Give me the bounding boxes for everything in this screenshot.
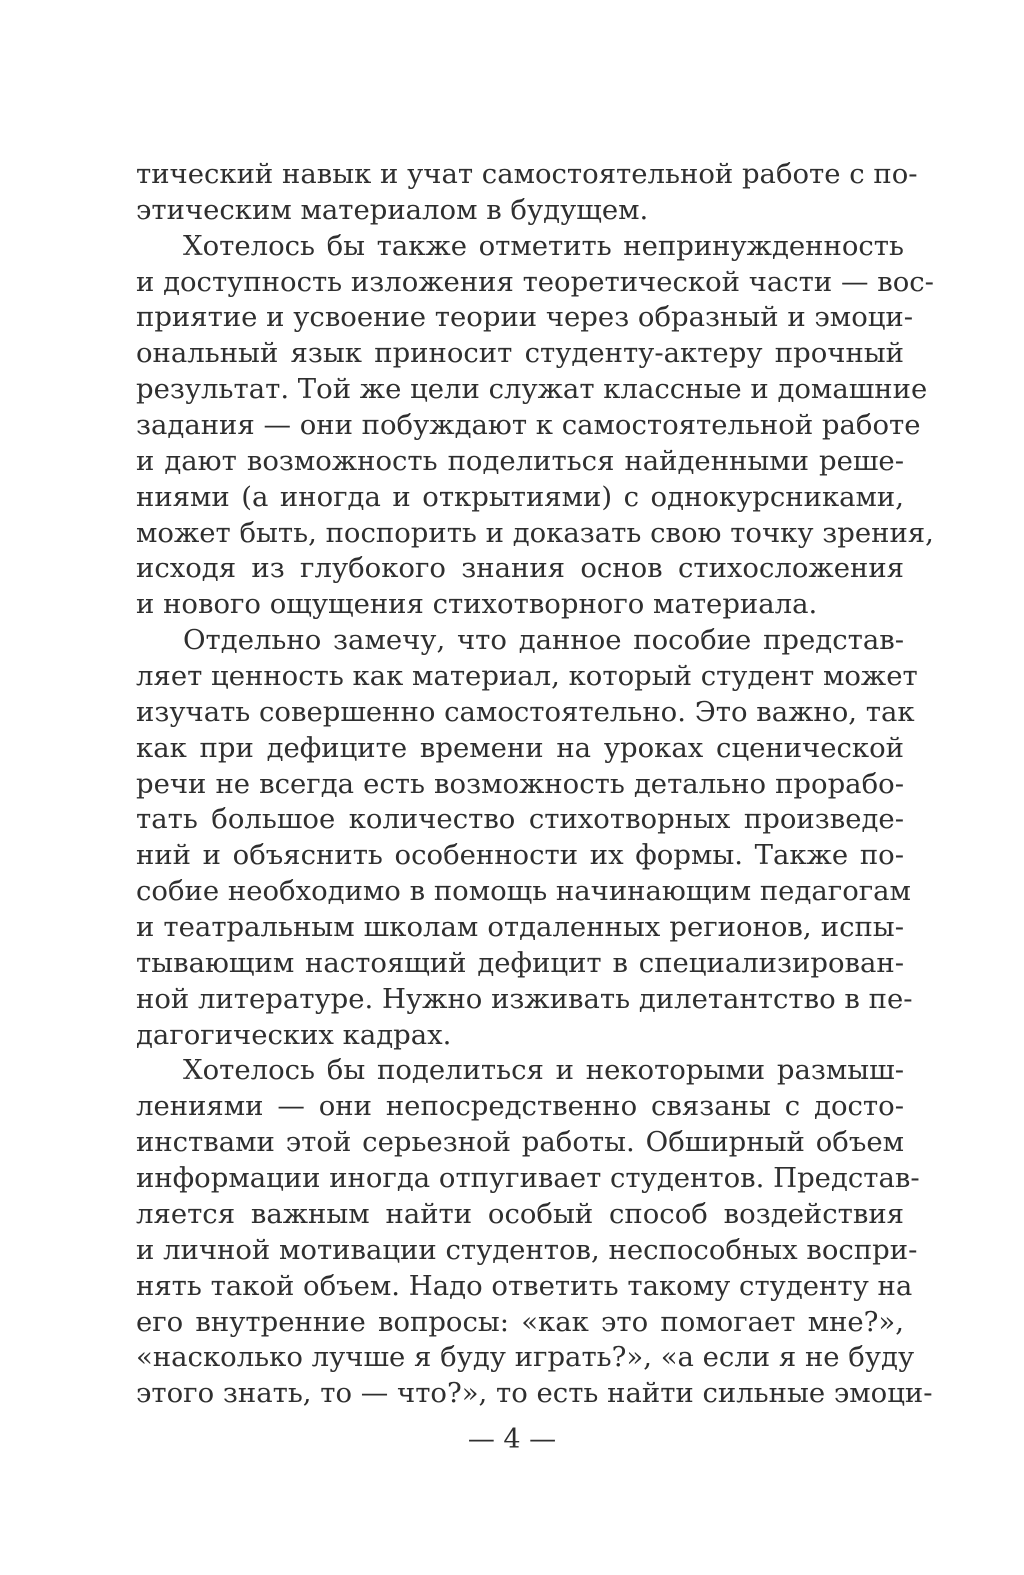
- text-line: ниями (а иногда и открытиями) с однокурсниками,: [136, 480, 904, 513]
- text-line: как при дефиците времени на уроках сценической: [136, 731, 904, 764]
- text-line: дагогических кадрах.: [136, 1018, 452, 1051]
- text-line: собие необходимо в помощь начинающим педагогам: [136, 875, 911, 908]
- text-line: исходя из глубокого знания основ стихосложения: [136, 552, 904, 585]
- text-line: этическим материалом в будущем.: [136, 193, 649, 226]
- text-line: ляется важным найти особый способ воздействия: [136, 1197, 904, 1230]
- text-line: тывающим настоящий дефицит в специализирован-: [136, 946, 904, 979]
- text-line: изучать совершенно самостоятельно. Это важно, так: [136, 695, 915, 728]
- text-line: этого знать, то — что?», то есть найти сильные эмоци-: [136, 1377, 933, 1410]
- text-line: и театральным школам отдаленных регионов, испы-: [136, 911, 904, 944]
- text-line: задания — они побуждают к самостоятельной работе: [136, 409, 921, 442]
- paragraph-first-line: Хотелось бы поделиться и некоторыми размыш-: [183, 1054, 904, 1087]
- text-line: ной литературе. Нужно изживать дилетантство в пе-: [136, 982, 913, 1015]
- text-line: и личной мотивации студентов, неспособных воспри-: [136, 1233, 918, 1266]
- text-line: тический навык и учат самостоятельной работе с по-: [136, 158, 918, 190]
- text-line: лениями — они непосредственно связаны с досто-: [136, 1090, 904, 1123]
- text-line: ляет ценность как материал, который студент может: [136, 660, 918, 693]
- text-line: его внутренние вопросы: «как это помогает мне?»,: [136, 1305, 904, 1338]
- text-line: нять такой объем. Надо ответить такому студенту на: [136, 1269, 913, 1302]
- text-line: ний и объяснить особенности их формы. Также по-: [136, 839, 904, 872]
- body-text: [136, 157, 934, 1412]
- text-line: «насколько лучше я буду играть?», «а если я не буду: [136, 1341, 915, 1374]
- text-line: тать большое количество стихотворных произведе-: [136, 803, 904, 836]
- text-line: информации иногда отпугивает студентов. Представ-: [136, 1162, 920, 1195]
- text-line: приятие и усвоение теории через образный и эмоци-: [136, 301, 914, 334]
- text-line: и нового ощущения стихотворного материала.: [136, 588, 818, 621]
- text-line: инствами этой серьезной работы. Обширный объем: [136, 1126, 904, 1159]
- text-line: речи не всегда есть возможность детально прорабо-: [136, 767, 904, 800]
- text-line: и доступность изложения теоретической части — вос-: [136, 265, 934, 298]
- text-line: результат. Той же цели служат классные и домашние: [136, 373, 928, 406]
- paragraph-first-line: Хотелось бы также отметить непринужденность: [183, 229, 904, 262]
- page-number: — 4 —: [467, 1424, 557, 1455]
- text-line: может быть, поспорить и доказать свою точку зрения,: [136, 516, 934, 549]
- text-line: ональный язык приносит студенту-актеру прочный: [136, 337, 904, 370]
- text-line: и дают возможность поделиться найденными реше-: [136, 444, 904, 477]
- paragraph-first-line: Отдельно замечу, что данное пособие представ-: [183, 624, 904, 657]
